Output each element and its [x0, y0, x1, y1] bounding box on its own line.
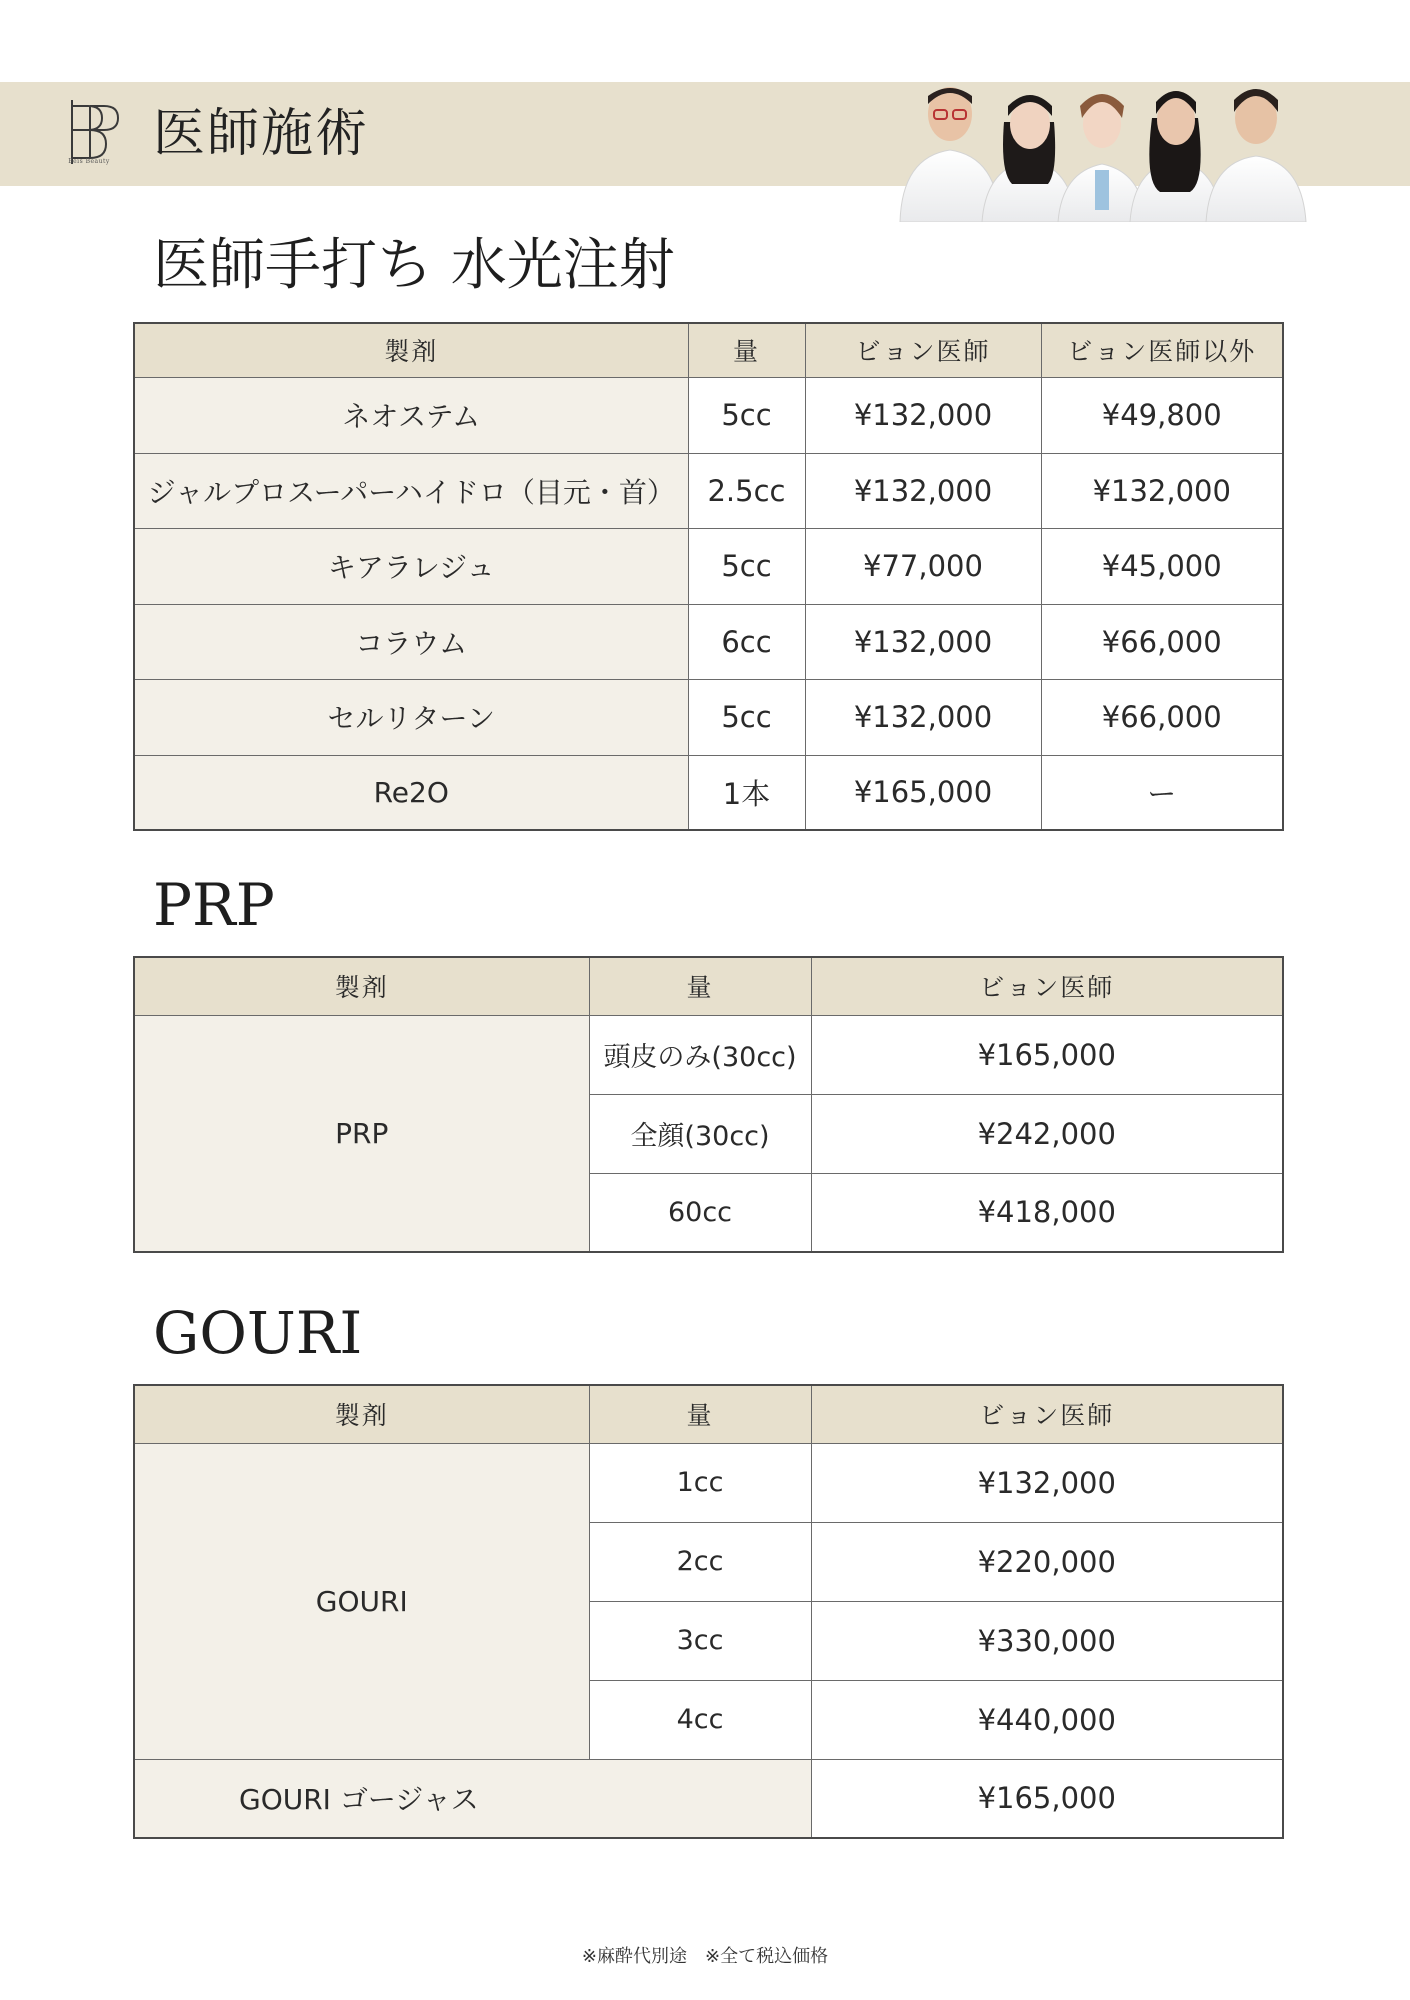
price-cell: ¥132,000 — [805, 604, 1041, 679]
table-header-row — [134, 323, 1283, 377]
col-header: 製剤 — [134, 957, 589, 1015]
product-cell: GOURI — [134, 1443, 589, 1759]
suiko-table — [133, 322, 1284, 831]
page-title: 医師施術 — [153, 104, 370, 164]
volume-cell: 1cc — [589, 1443, 811, 1522]
prp-table — [133, 956, 1284, 1253]
col-header: 製剤 — [134, 323, 688, 377]
product-cell: キアラレジュ — [134, 528, 688, 604]
price-cell: ー — [1041, 755, 1283, 830]
doctors-photo — [890, 72, 1330, 222]
table-header-row — [134, 957, 1283, 1015]
product-cell: Re2O — [134, 755, 688, 830]
volume-cell: 全顔(30cc) — [589, 1094, 811, 1173]
product-cell: セルリターン — [134, 679, 688, 755]
volume-cell: 2.5cc — [688, 453, 805, 528]
table-row — [134, 528, 1283, 604]
price-cell: ¥132,000 — [805, 679, 1041, 755]
volume-cell: 6cc — [688, 604, 805, 679]
price-cell: ¥418,000 — [811, 1173, 1283, 1252]
price-cell: ¥165,000 — [805, 755, 1041, 830]
volume-cell: 4cc — [589, 1680, 811, 1759]
volume-cell: 5cc — [688, 528, 805, 604]
product-cell: コラウム — [134, 604, 688, 679]
col-header: ビョン医師 — [805, 323, 1041, 377]
price-cell: ¥165,000 — [811, 1015, 1283, 1094]
volume-cell: 2cc — [589, 1522, 811, 1601]
price-cell: ¥220,000 — [811, 1522, 1283, 1601]
table-row — [134, 1015, 1283, 1094]
table-row — [134, 1443, 1283, 1522]
volume-cell: 5cc — [688, 377, 805, 453]
price-cell: ¥132,000 — [805, 453, 1041, 528]
volume-cell: 1本 — [688, 755, 805, 830]
table-row — [134, 377, 1283, 453]
table-row — [134, 679, 1283, 755]
footer-note: ※麻酔代別途 ※全て税込価格 — [581, 1946, 829, 1967]
col-header: 量 — [688, 323, 805, 377]
table-row — [134, 755, 1283, 830]
price-cell: ¥132,000 — [811, 1443, 1283, 1522]
col-header: 量 — [589, 957, 811, 1015]
section-title-suiko: 医師手打ち 水光注射 — [153, 233, 675, 298]
price-cell: ¥440,000 — [811, 1680, 1283, 1759]
col-header: ビョン医師 — [811, 1385, 1283, 1443]
col-header: 製剤 — [134, 1385, 589, 1443]
product-cell: ジャルプロスーパーハイドロ（目元・首） — [134, 453, 688, 528]
price-cell: ¥132,000 — [805, 377, 1041, 453]
logo-text: Beis Beauty — [68, 158, 110, 165]
price-cell: ¥165,000 — [811, 1759, 1283, 1838]
price-cell: ¥66,000 — [1041, 679, 1283, 755]
col-header: 量 — [589, 1385, 811, 1443]
col-header: ビョン医師以外 — [1041, 323, 1283, 377]
product-cell: GOURI ゴージャス — [134, 1759, 811, 1838]
col-header: ビョン医師 — [811, 957, 1283, 1015]
section-title-prp: PRP — [153, 871, 275, 939]
price-cell: ¥242,000 — [811, 1094, 1283, 1173]
gouri-table — [133, 1384, 1284, 1839]
section-title-gouri: GOURI — [153, 1299, 363, 1367]
price-cell: ¥45,000 — [1041, 528, 1283, 604]
price-cell: ¥49,800 — [1041, 377, 1283, 453]
table-row — [134, 1759, 1283, 1838]
table-header-row — [134, 1385, 1283, 1443]
volume-cell: 頭皮のみ(30cc) — [589, 1015, 811, 1094]
table-row — [134, 604, 1283, 679]
price-cell: ¥77,000 — [805, 528, 1041, 604]
volume-cell: 60cc — [589, 1173, 811, 1252]
volume-cell: 3cc — [589, 1601, 811, 1680]
product-cell: PRP — [134, 1015, 589, 1252]
table-row — [134, 453, 1283, 528]
price-cell: ¥66,000 — [1041, 604, 1283, 679]
product-cell: ネオステム — [134, 377, 688, 453]
volume-cell: 5cc — [688, 679, 805, 755]
price-cell: ¥132,000 — [1041, 453, 1283, 528]
price-cell: ¥330,000 — [811, 1601, 1283, 1680]
